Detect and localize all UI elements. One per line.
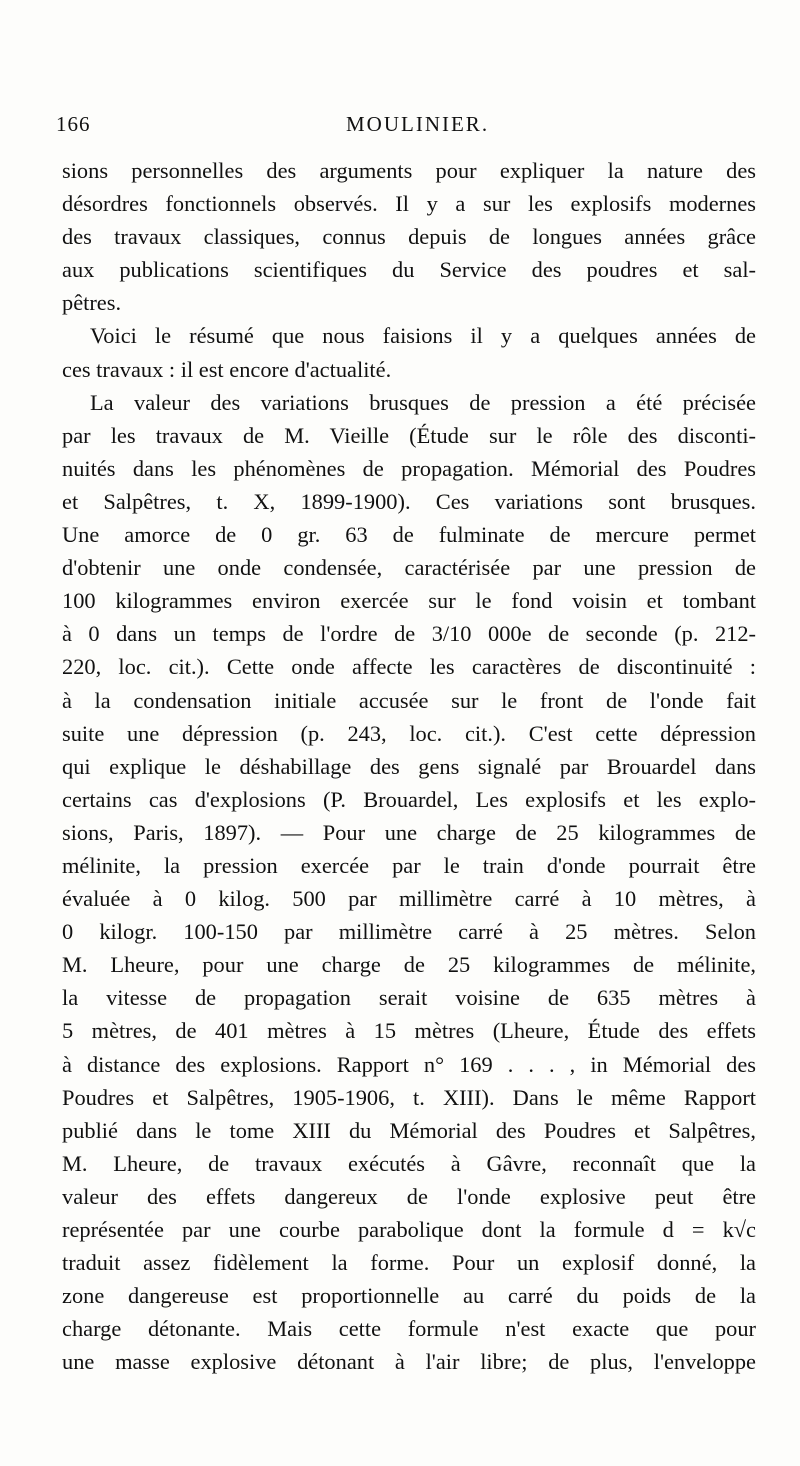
text-line: sions, Paris, 1897). — Pour une charge de 25 kilogrammes de bbox=[62, 819, 756, 845]
text-line: une masse explosive détonant à l'air libre; de plus, l'enveloppe bbox=[62, 1349, 756, 1375]
text-line: 0 kilogr. 100-150 par millimètre carré à 25 mètres. Selon bbox=[62, 919, 756, 945]
text-line: traduit assez fidèlement la forme. Pour un explosif donné, la bbox=[62, 1250, 756, 1276]
text-line: aux publications scientifiques du Service des poudres et sal- bbox=[62, 257, 756, 283]
text-line: d'obtenir une onde condensée, caractérisée par une pression de bbox=[62, 555, 756, 581]
text-line: par les travaux de M. Vieille (Étude sur le rôle des disconti- bbox=[62, 422, 756, 448]
text-line: et Salpêtres, t. X, 1899-1900). Ces variations sont brusques. bbox=[62, 488, 756, 514]
text-line: Poudres et Salpêtres, 1905-1906, t. XIII). Dans le même Rapport bbox=[62, 1084, 756, 1110]
text-line: M. Lheure, de travaux exécutés à Gâvre, reconnaît que la bbox=[62, 1150, 756, 1176]
page-body bbox=[62, 154, 756, 1378]
text-line: à la condensation initiale accusée sur le front de l'onde fait bbox=[62, 687, 756, 713]
text-line: à distance des explosions. Rapport n° 169 . . . , in Mémorial des bbox=[62, 1051, 756, 1077]
paragraph-3 bbox=[62, 386, 756, 1379]
paragraph-2 bbox=[62, 319, 756, 385]
text-line: des travaux classiques, connus depuis de longues années grâce bbox=[62, 224, 756, 250]
text-line: pêtres. bbox=[62, 290, 122, 316]
text-line: la vitesse de propagation serait voisine de 635 mètres à bbox=[62, 985, 756, 1011]
text-line: M. Lheure, pour une charge de 25 kilogrammes de mélinite, bbox=[62, 952, 756, 978]
running-head: MOULINIER. bbox=[346, 112, 490, 136]
text-line: 5 mètres, de 401 mètres à 15 mètres (Lheure, Étude des effets bbox=[62, 1018, 756, 1044]
text-line: nuités dans les phénomènes de propagation. Mémorial des Poudres bbox=[62, 455, 756, 481]
text-line: mélinite, la pression exercée par le train d'onde pourrait être bbox=[62, 852, 756, 878]
text-line: valeur des effets dangereux de l'onde explosive peut être bbox=[62, 1183, 756, 1209]
text-line: certains cas d'explosions (P. Brouardel, Les explosifs et les explo- bbox=[62, 786, 756, 812]
page-header bbox=[56, 112, 756, 142]
page-number: 166 bbox=[56, 112, 91, 136]
text-line: sions personnelles des arguments pour expliquer la nature des bbox=[62, 158, 756, 183]
text-line: 220, loc. cit.). Cette onde affecte les caractères de discontinuité : bbox=[62, 654, 756, 680]
text-line: désordres fonctionnels observés. Il y a sur les explosifs modernes bbox=[62, 191, 756, 217]
paragraph-1 bbox=[62, 154, 756, 319]
text-line: ces travaux : il est encore d'actualité. bbox=[62, 356, 392, 382]
text-line: La valeur des variations brusques de pression a été précisée bbox=[90, 389, 756, 415]
text-line: représentée par une courbe parabolique dont la formule d = k√c bbox=[62, 1217, 756, 1242]
text-line: qui explique le déshabillage des gens signalé par Brouardel dans bbox=[62, 753, 756, 779]
text-line: zone dangereuse est proportionnelle au carré du poids de la bbox=[62, 1283, 756, 1309]
text-line: Voici le résumé que nous faisions il y a quelques années de bbox=[90, 323, 756, 349]
text-line: suite une dépression (p. 243, loc. cit.). C'est cette dépression bbox=[62, 720, 756, 746]
text-line: évaluée à 0 kilog. 500 par millimètre carré à 10 mètres, à bbox=[62, 886, 756, 912]
text-line: Une amorce de 0 gr. 63 de fulminate de mercure permet bbox=[62, 522, 756, 548]
text-line: 100 kilogrammes environ exercée sur le fond voisin et tombant bbox=[62, 588, 756, 614]
text-line: à 0 dans un temps de l'ordre de 3/10 000e de seconde (p. 212- bbox=[62, 621, 756, 647]
text-line: charge détonante. Mais cette formule n'est exacte que pour bbox=[62, 1316, 756, 1342]
text-line: publié dans le tome XIII du Mémorial des Poudres et Salpêtres, bbox=[62, 1117, 756, 1143]
